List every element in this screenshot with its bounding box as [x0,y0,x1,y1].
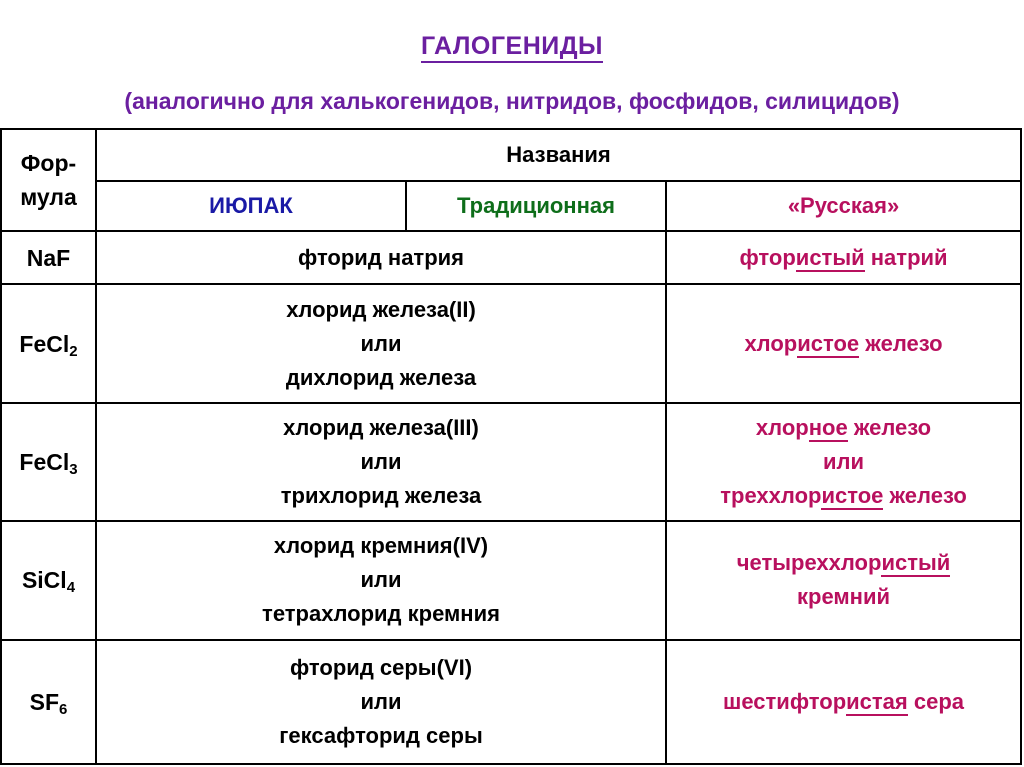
russian-name-line [671,479,1016,513]
underlined-suffix: истое [821,483,884,508]
russian-name-line [671,685,1016,719]
name-fragment: шестифтор [723,688,847,714]
formula-text: SF [29,688,60,715]
iupac-name-cell [96,521,666,639]
name-fragment: железо [859,330,943,356]
iupac-name-line: или [360,567,402,593]
russian-name-cell [666,640,1021,764]
name-fragment: четыреххлор [736,550,882,576]
formula-text: SiCl [21,567,67,594]
russian-name-line [671,327,1016,361]
formula-cell [1,640,96,764]
iupac-name-line: дихлорид железа [285,364,477,390]
russian-name-cell [666,284,1021,402]
underlined-suffix: истое [797,330,860,356]
page-subtitle: (аналогично для халькогенидов, нитридов, фосфидов, силицидов) [124,88,900,114]
formula-cell [1,284,96,402]
underlined-suffix: истая [846,688,908,714]
iupac-name-line: трихлорид железа [280,483,482,508]
russian-name-line [671,580,1016,614]
iupac-name-line: фторид серы(VI) [289,654,473,680]
underlined-suffix: истый [795,244,865,270]
iupac-name-cell [96,231,666,284]
iupac-name-line: или [360,330,402,356]
formula-subscript: 3 [69,461,78,478]
halides-table [0,128,1022,765]
formula-subscript: 6 [59,700,68,718]
iupac-name-line: хлорид железа(II) [286,296,476,322]
iupac-name-line: или [360,449,402,474]
iupac-name-line: хлорид кремния(IV) [273,533,489,559]
russian-name-line [671,411,1016,445]
iupac-name-line: или [360,688,402,714]
russian-header: «Русская» [666,181,1021,231]
table-row [1,521,1021,639]
russian-name-line [671,546,1016,580]
russian-name-line [671,445,1016,479]
name-fragment: железо [847,415,932,440]
formula-text: NaF [26,244,71,271]
name-fragment: или [823,449,865,474]
formula-cell [1,231,96,284]
name-fragment: кремний [797,584,891,610]
iupac-name-line: тетрахлорид кремния [262,601,500,627]
name-fragment: хлор [744,330,798,356]
name-fragment: железо [883,483,967,508]
formula-text: FeCl [19,449,70,475]
name-fragment: хлор [755,415,809,440]
underlined-suffix: ное [808,415,848,440]
iupac-name-line: хлорид железа(III) [283,415,479,440]
table-row [1,403,1021,521]
formula-cell [1,521,96,639]
iupac-name-cell [96,403,666,521]
iupac-name-cell [96,284,666,402]
formula-text: FeCl [19,330,70,357]
name-fragment: треххлор [720,483,822,508]
names-header: Названия [96,129,1021,181]
russian-name-line [671,241,1016,275]
russian-name-cell [666,403,1021,521]
formula-subscript: 2 [69,342,78,360]
name-fragment: сера [907,688,965,714]
russian-name-cell [666,231,1021,284]
iupac-name-line: гексафторид серы [279,722,483,748]
table-row [1,640,1021,764]
name-fragment: фтор [739,244,796,270]
table-row [1,231,1021,284]
table-row [1,284,1021,402]
name-fragment: натрий [864,244,948,270]
page-title: ГАЛОГЕНИДЫ [0,32,1024,61]
russian-name-cell [666,521,1021,639]
iupac-header: ИЮПАК [96,181,406,231]
formula-header: Фор- мула [1,129,96,231]
iupac-name-line: фторид натрия [297,244,465,270]
formula-subscript: 4 [66,579,76,597]
iupac-name-cell [96,640,666,764]
traditional-header: Традиционная [406,181,666,231]
underlined-suffix: истый [881,550,951,576]
formula-cell [1,403,96,521]
